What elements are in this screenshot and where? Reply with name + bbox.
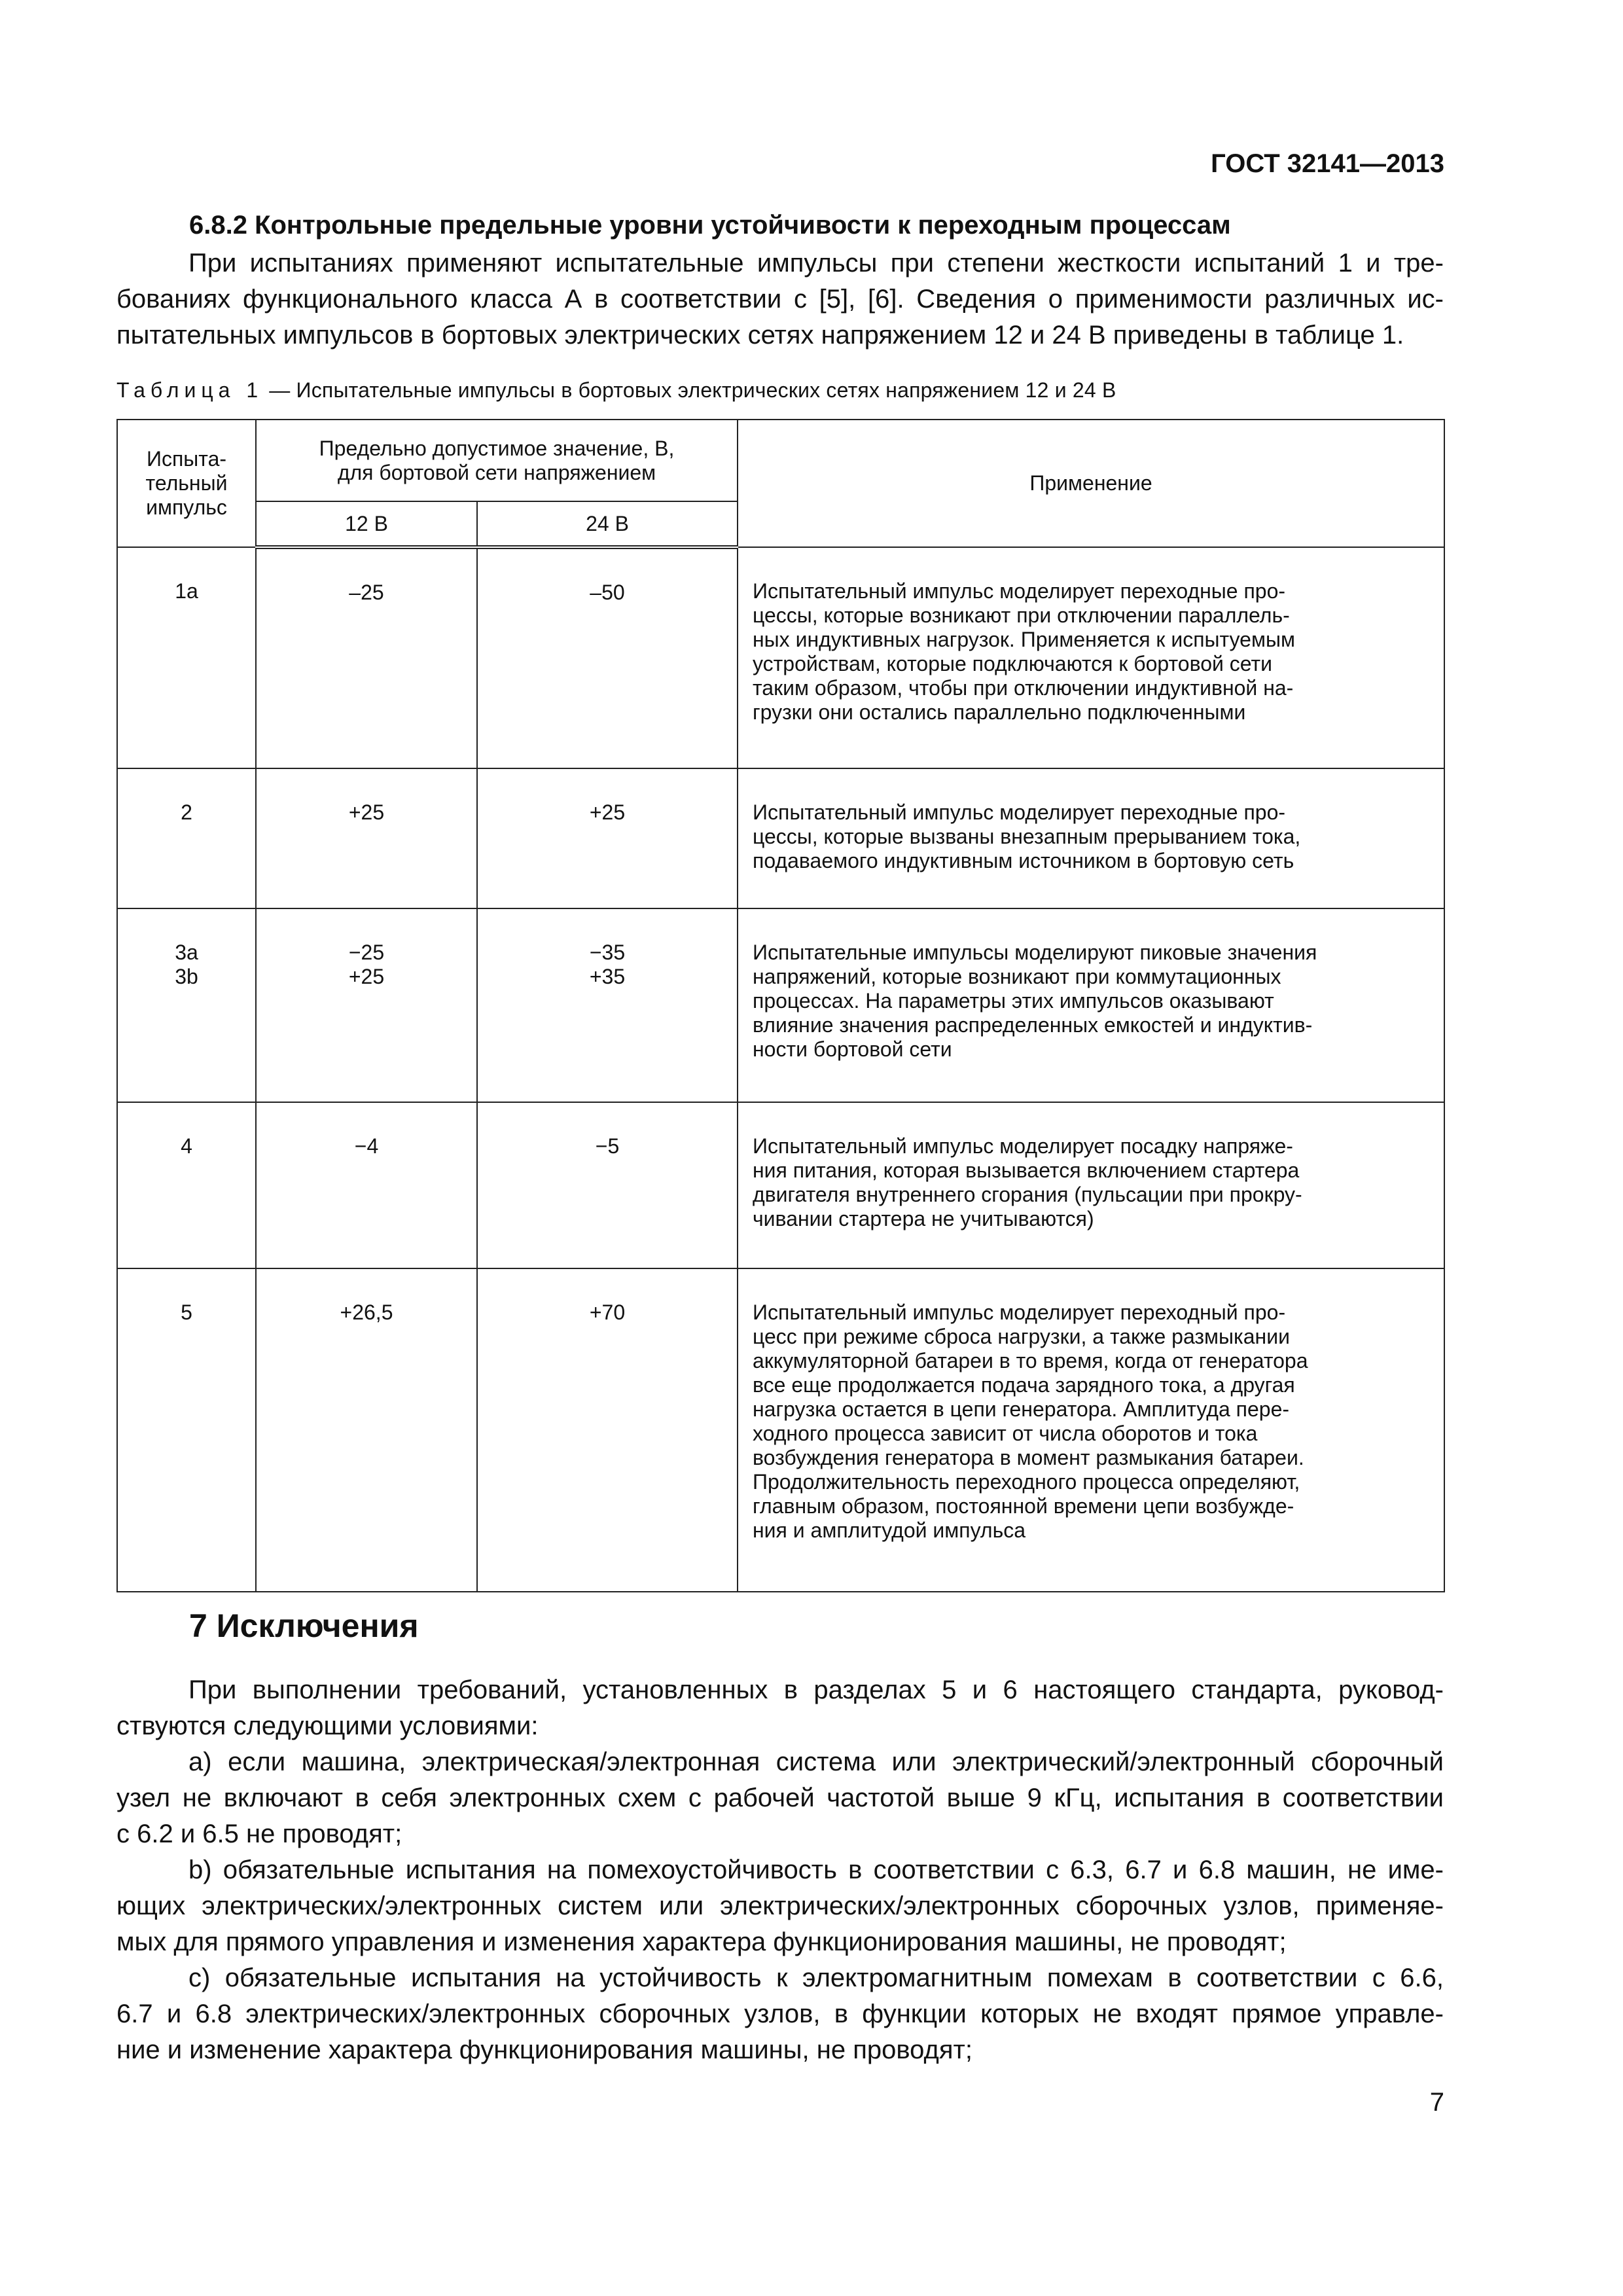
table-row (117, 1102, 1444, 1268)
application-text: Испытательный импульс моделирует переходный про- цесс при режиме сброса нагрузки, а также размыкании аккумуляторной батареи в то время, когда от генератора все еще продолжается подача зарядного тока, а другая нагрузка остается в цепи генератора. Амплитуда пере- ходного процесса зависит от числа оборотов и тока возбуждения генератора в момент размыкания батареи. Продолжительность переходного процесса определяют, главным образом, постоянной времени цепи возбужде- ния и амплитудой импульса (738, 1268, 1444, 1592)
section-title-7: 7 Исключения (189, 1607, 419, 1644)
value-12v: −25 +25 (256, 908, 477, 1102)
table-caption (116, 378, 1116, 403)
paragraph-line: узел не включают в себя электронных схем с рабочей частотой выше 9 кГц, испытания в соответствии (116, 1784, 1444, 1812)
paragraph-line: с 6.2 и 6.5 не проводят; (116, 1820, 402, 1848)
value-24v: +70 (477, 1268, 738, 1592)
paragraph-line: а) если машина, электрическая/электронная система или электрический/электронный сборочный (188, 1748, 1444, 1776)
table-row (117, 768, 1444, 908)
pulse-id: 4 (117, 1102, 256, 1268)
header-application: Применение (738, 420, 1444, 547)
table-caption-label: Таблица 1 (116, 378, 264, 402)
pulse-id: 1а (117, 547, 256, 768)
pulses-table (116, 419, 1445, 1592)
paragraph-line: мых для прямого управления и изменения характера функционирования машины, не проводят; (116, 1928, 1287, 1956)
value-24v: −35 +35 (477, 908, 738, 1102)
paragraph-section-7 (116, 1672, 1444, 2068)
paragraph-line: ющих электрических/электронных систем или электрических/электронных сборочных узлов, применяе- (116, 1892, 1444, 1920)
paragraph-line: с) обязательные испытания на устойчивость к электромагнитным помехам в соответствии с 6.6, (188, 1964, 1444, 1992)
paragraph-line: При испытаниях применяют испытательные импульсы при степени жесткости испытаний 1 и тре- (188, 249, 1444, 278)
header-12v: 12 В (256, 501, 477, 547)
value-12v: –25 (256, 547, 477, 768)
header-pulse: Испыта- тельный импульс (117, 420, 256, 547)
value-12v: +25 (256, 768, 477, 908)
header-24v: 24 В (477, 501, 738, 547)
application-text: Испытательный импульс моделирует посадку напряже- ния питания, которая вызывается включением стартера двигателя внутреннего сгорания (пульсации при прокру- чивании стартера не учитываются) (738, 1102, 1444, 1268)
table-row (117, 1268, 1444, 1592)
document-code: ГОСТ 32141—2013 (1211, 149, 1444, 178)
paragraph-line: b) обязательные испытания на помехоустойчивость в соответствии с 6.3, 6.7 и 6.8 машин, не име- (188, 1856, 1444, 1884)
table-caption-text: — Испытательные импульсы в бортовых электрических сетях напряжением 12 и 24 В (263, 378, 1116, 402)
table-row (117, 547, 1444, 768)
value-24v: +25 (477, 768, 738, 908)
paragraph-6-8-2 (116, 245, 1444, 353)
application-text: Испытательный импульс моделирует переходные про- цессы, которые вызваны внезапным прерыванием тока, подаваемого индуктивным источником в бортовую сеть (738, 768, 1444, 908)
value-24v: –50 (477, 547, 738, 768)
paragraph-line: При выполнении требований, установленных в разделах 5 и 6 настоящего стандарта, руковод- (188, 1676, 1444, 1704)
paragraph-line: бованиях функционального класса А в соответствии с [5], [6]. Сведения о применимости различных ис- (116, 285, 1444, 314)
pulse-id: 2 (117, 768, 256, 908)
value-12v: +26,5 (256, 1268, 477, 1592)
header-limit: Предельно допустимое значение, В, для бортовой сети напряжением (256, 420, 738, 501)
pulse-id: 3а 3b (117, 908, 256, 1102)
application-text: Испытательный импульс моделирует переходные про- цессы, которые возникают при отключении параллель- ных индуктивных нагрузок. Применяется к испытуемым устройствам, которые подключаются к бортовой сети таким образом, чтобы при отключении индуктивной на- грузки они остались параллельно подключенными (738, 547, 1444, 768)
page-number: 7 (1429, 2088, 1444, 2117)
value-24v: −5 (477, 1102, 738, 1268)
table-row (117, 908, 1444, 1102)
value-12v: −4 (256, 1102, 477, 1268)
application-text: Испытательные импульсы моделируют пиковые значения напряжений, которые возникают при коммутационных процессах. На параметры этих импульсов оказывают влияние значения распределенных емкостей и индуктив- ности бортовой сети (738, 908, 1444, 1102)
section-title-6-8-2: 6.8.2 Контрольные предельные уровни устойчивости к переходным процессам (189, 211, 1231, 240)
paragraph-line: 6.7 и 6.8 электрических/электронных сборочных узлов, в функции которых не входят прямое управле- (116, 2000, 1444, 2028)
paragraph-line: ние и изменение характера функционирования машины, не проводят; (116, 2036, 972, 2064)
pulse-id: 5 (117, 1268, 256, 1592)
paragraph-line: ствуются следующими условиями: (116, 1712, 539, 1740)
paragraph-line: пытательных импульсов в бортовых электрических сетях напряжением 12 и 24 В приведены в таблице 1. (116, 321, 1404, 350)
